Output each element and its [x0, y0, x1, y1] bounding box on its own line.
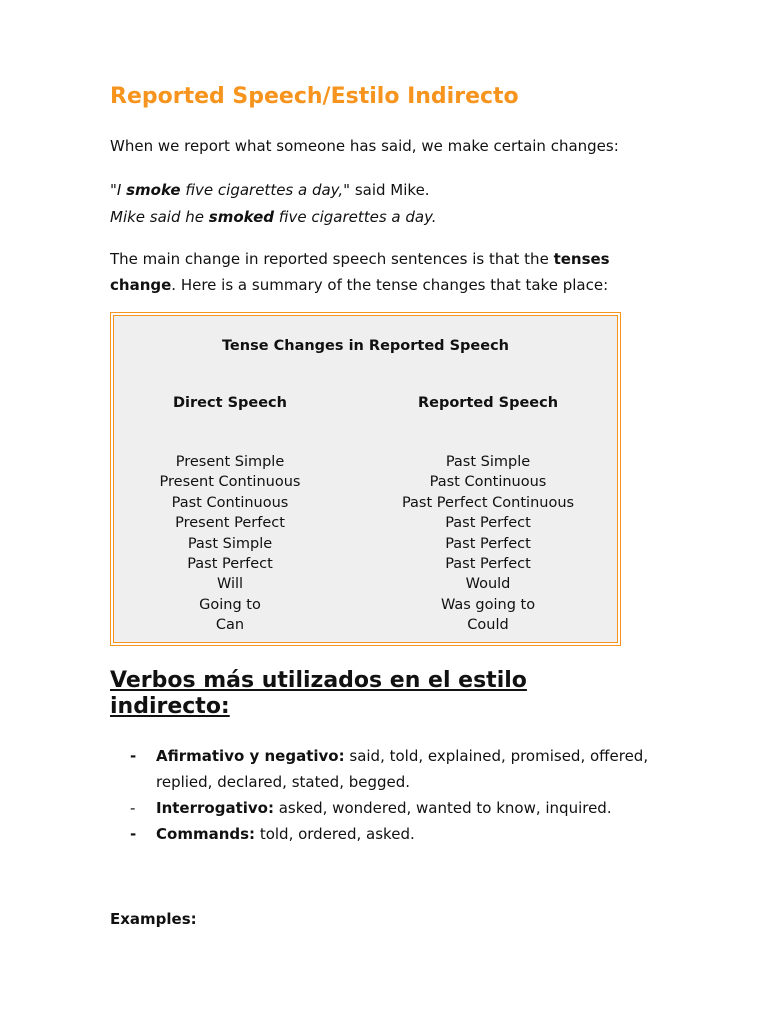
direct-speech-header: Direct Speech: [173, 395, 287, 411]
example-direct-sentence: [110, 177, 430, 203]
verb-group-verbs: told, ordered, asked.: [255, 825, 415, 843]
reported-tense-item: Could: [467, 617, 509, 634]
direct-tense-item: Past Simple: [187, 535, 273, 552]
direct-tense-item: Present Simple: [175, 454, 285, 470]
reported-tense-item: Past Continuous: [429, 474, 547, 491]
main-change-bold-change: change: [110, 276, 172, 294]
reported-tense-item: Past Perfect: [445, 515, 531, 532]
bullet-dash: -: [130, 825, 137, 843]
intro-paragraph: When we report what someone has said, we make certain changes:: [110, 137, 619, 155]
verb-group-item: [110, 821, 656, 847]
verb-group-item: [110, 795, 656, 821]
direct-tense-item: Past Continuous: [171, 494, 289, 511]
examples-label: Examples:: [110, 910, 197, 928]
example-reported-sentence: [110, 204, 437, 230]
example-reported-verb: smoked: [208, 208, 274, 226]
verb-group-label: Interrogativo:: [156, 799, 274, 817]
verb-group-label: Afirmativo y negativo:: [156, 747, 345, 765]
verb-group-item: [110, 743, 656, 795]
direct-speech-list: [110, 452, 350, 636]
direct-tense-item: Will: [216, 576, 244, 593]
reported-tense-item: Past Perfect: [445, 535, 531, 552]
direct-tense-item: Past Perfect: [187, 556, 273, 573]
reported-speech-header: Reported Speech: [417, 395, 559, 411]
reported-tense-item: Would: [465, 576, 511, 593]
example-direct-verb: smoke: [126, 181, 181, 199]
reported-speech-list: [368, 452, 608, 636]
verb-group-verbs: asked, wondered, wanted to know, inquired.: [273, 799, 612, 817]
verb-groups-list: [110, 743, 656, 847]
example-direct-rest: five cigarettes a day,: [180, 181, 344, 199]
reported-tense-item: Past Perfect: [445, 556, 531, 573]
verb-group-verbs: said, told, explained, promised, offered, replied, declared, stated, begged.: [156, 747, 649, 791]
example-direct-open: "I: [110, 181, 127, 199]
bullet-dash: -: [130, 799, 136, 817]
main-change-before: The main change in reported speech sentences is that the: [110, 250, 554, 268]
example-reported-rest: five cigarettes a day.: [273, 208, 437, 226]
direct-tense-item: Can: [215, 617, 245, 634]
bullet-dash: -: [130, 747, 137, 765]
main-change-paragraph: [110, 246, 610, 298]
tense-table: [110, 312, 621, 646]
main-change-after: . Here is a summary of the tense changes that take place:: [171, 276, 609, 294]
reported-tense-item: Past Simple: [445, 454, 531, 470]
direct-tense-item: Going to: [199, 596, 261, 613]
direct-tense-item: Present Perfect: [175, 515, 285, 532]
tense-table-inner: [113, 315, 618, 643]
verb-group-label: Commands:: [156, 825, 256, 843]
main-change-bold-tenses: tenses: [553, 250, 610, 268]
verbs-section-title: Verbos más utilizados en el estilo indirecto:: [110, 668, 527, 719]
example-reported-open: Mike said he: [110, 208, 209, 226]
example-direct-close: " said Mike.: [343, 181, 430, 199]
tense-table-title: Tense Changes in Reported Speech: [221, 338, 510, 354]
reported-tense-item: Past Perfect Continuous: [401, 494, 575, 511]
direct-tense-item: Present Continuous: [159, 474, 301, 491]
document-title: Reported Speech/Estilo Indirecto: [110, 84, 519, 109]
reported-tense-item: Was going to: [440, 596, 536, 613]
